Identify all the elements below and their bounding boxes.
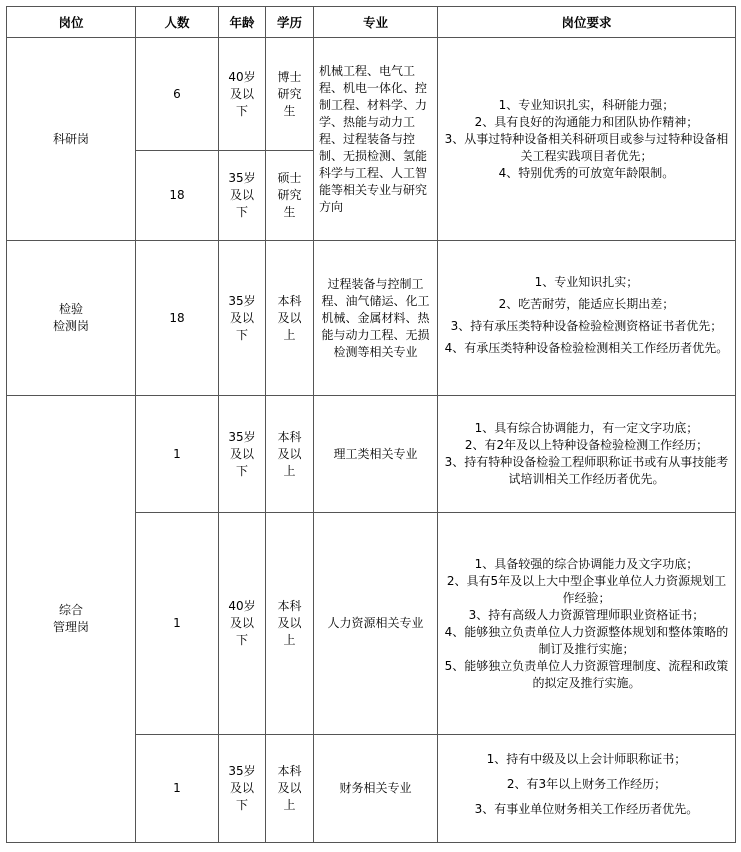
header-education: 学历	[266, 7, 314, 38]
education-cell: 本科 及以 上	[266, 735, 314, 843]
requirement-line: 2、有3年以上财务工作经历；	[506, 777, 667, 791]
count-cell: 1	[136, 735, 219, 843]
count-cell: 18	[136, 241, 219, 396]
requirement-line: 4、能够独立负责单位人力资源整体规划和整体策略的制订及推行实施；	[444, 624, 729, 656]
age-cell: 40岁 及以 下	[219, 38, 266, 151]
requirement-line: 1、专业知识扎实，科研能力强；	[498, 97, 675, 112]
major-cell: 理工类相关专业	[314, 396, 438, 513]
requirement-line: 5、能够独立负责单位人力资源管理制度、流程和政策的拟定及推行实施。	[444, 658, 729, 690]
age-cell: 40岁 及以 下	[219, 513, 266, 735]
major-cell: 机械工程、电气工程、机电一体化、控制工程、材料学、力学、热能与动力工程、过程装备与控制、无损检测、氢能科学与工程、人工智能等相关专业与研究方向	[314, 38, 438, 241]
age-cell: 35岁 及以 下	[219, 735, 266, 843]
position-cell: 检验 检测岗	[7, 241, 136, 396]
count-cell: 1	[136, 513, 219, 735]
requirement-line: 2、具有5年及以上大中型企事业单位人力资源规划工作经验；	[446, 573, 727, 605]
requirement-line: 1、具备较强的综合协调能力及文字功底；	[474, 556, 699, 571]
requirement-line: 3、持有承压类特种设备检验检测资格证书者优先；	[450, 319, 723, 333]
header-age: 年龄	[219, 7, 266, 38]
education-cell: 本科 及以 上	[266, 241, 314, 396]
requirement-line: 2、有2年及以上特种设备检验检测工作经历；	[464, 438, 709, 452]
requirement-line: 3、持有高级人力资源管理师职业资格证书；	[468, 607, 705, 622]
major-cell: 人力资源相关专业	[314, 513, 438, 735]
major-cell: 财务相关专业	[314, 735, 438, 843]
requirement-line: 3、有事业单位财务相关工作经历者优先。	[474, 802, 699, 816]
requirements-cell	[438, 513, 736, 735]
requirement-line: 4、特别优秀的可放宽年龄限制。	[498, 165, 675, 180]
requirement-line: 1、专业知识扎实；	[534, 275, 639, 289]
requirement-line: 2、具有良好的沟通能力和团队协作精神；	[474, 114, 699, 129]
requirements-cell	[438, 735, 736, 843]
education-cell: 硕士 研究 生	[266, 151, 314, 241]
count-cell: 18	[136, 151, 219, 241]
table-row	[7, 38, 736, 151]
major-cell: 过程装备与控制工程、油气储运、化工机械、金属材料、热能与动力工程、无损检测等相关专业	[314, 241, 438, 396]
education-cell: 本科 及以 上	[266, 396, 314, 513]
header-major: 专业	[314, 7, 438, 38]
age-cell: 35岁 及以 下	[219, 151, 266, 241]
age-cell: 35岁 及以 下	[219, 396, 266, 513]
position-cell: 综合 管理岗	[7, 396, 136, 843]
requirement-line: 1、持有中级及以上会计师职称证书；	[486, 752, 687, 766]
table-row	[7, 396, 736, 513]
age-cell: 35岁 及以 下	[219, 241, 266, 396]
requirement-line: 2、吃苦耐劳，能适应长期出差；	[498, 297, 675, 311]
header-requirements: 岗位要求	[438, 7, 736, 38]
count-cell: 1	[136, 396, 219, 513]
position-cell: 科研岗	[7, 38, 136, 241]
requirement-line: 3、持有特种设备检验工程师职称证书或有从事技能考试培训相关工作经历者优先。	[444, 455, 729, 486]
header-row	[7, 7, 736, 38]
requirement-line: 3、从事过特种设备相关科研项目或参与过特种设备相关工程实践项目者优先；	[444, 131, 729, 163]
count-cell: 6	[136, 38, 219, 151]
recruitment-table	[6, 6, 736, 843]
requirements-cell	[438, 396, 736, 513]
requirement-line: 4、有承压类特种设备检验检测相关工作经历者优先。	[444, 341, 729, 355]
table-row	[7, 241, 736, 396]
header-count: 人数	[136, 7, 219, 38]
requirements-cell	[438, 241, 736, 396]
education-cell: 博士 研究 生	[266, 38, 314, 151]
header-position: 岗位	[7, 7, 136, 38]
requirements-cell	[438, 38, 736, 241]
requirement-line: 1、具有综合协调能力，有一定文字功底；	[474, 421, 699, 435]
education-cell: 本科 及以 上	[266, 513, 314, 735]
